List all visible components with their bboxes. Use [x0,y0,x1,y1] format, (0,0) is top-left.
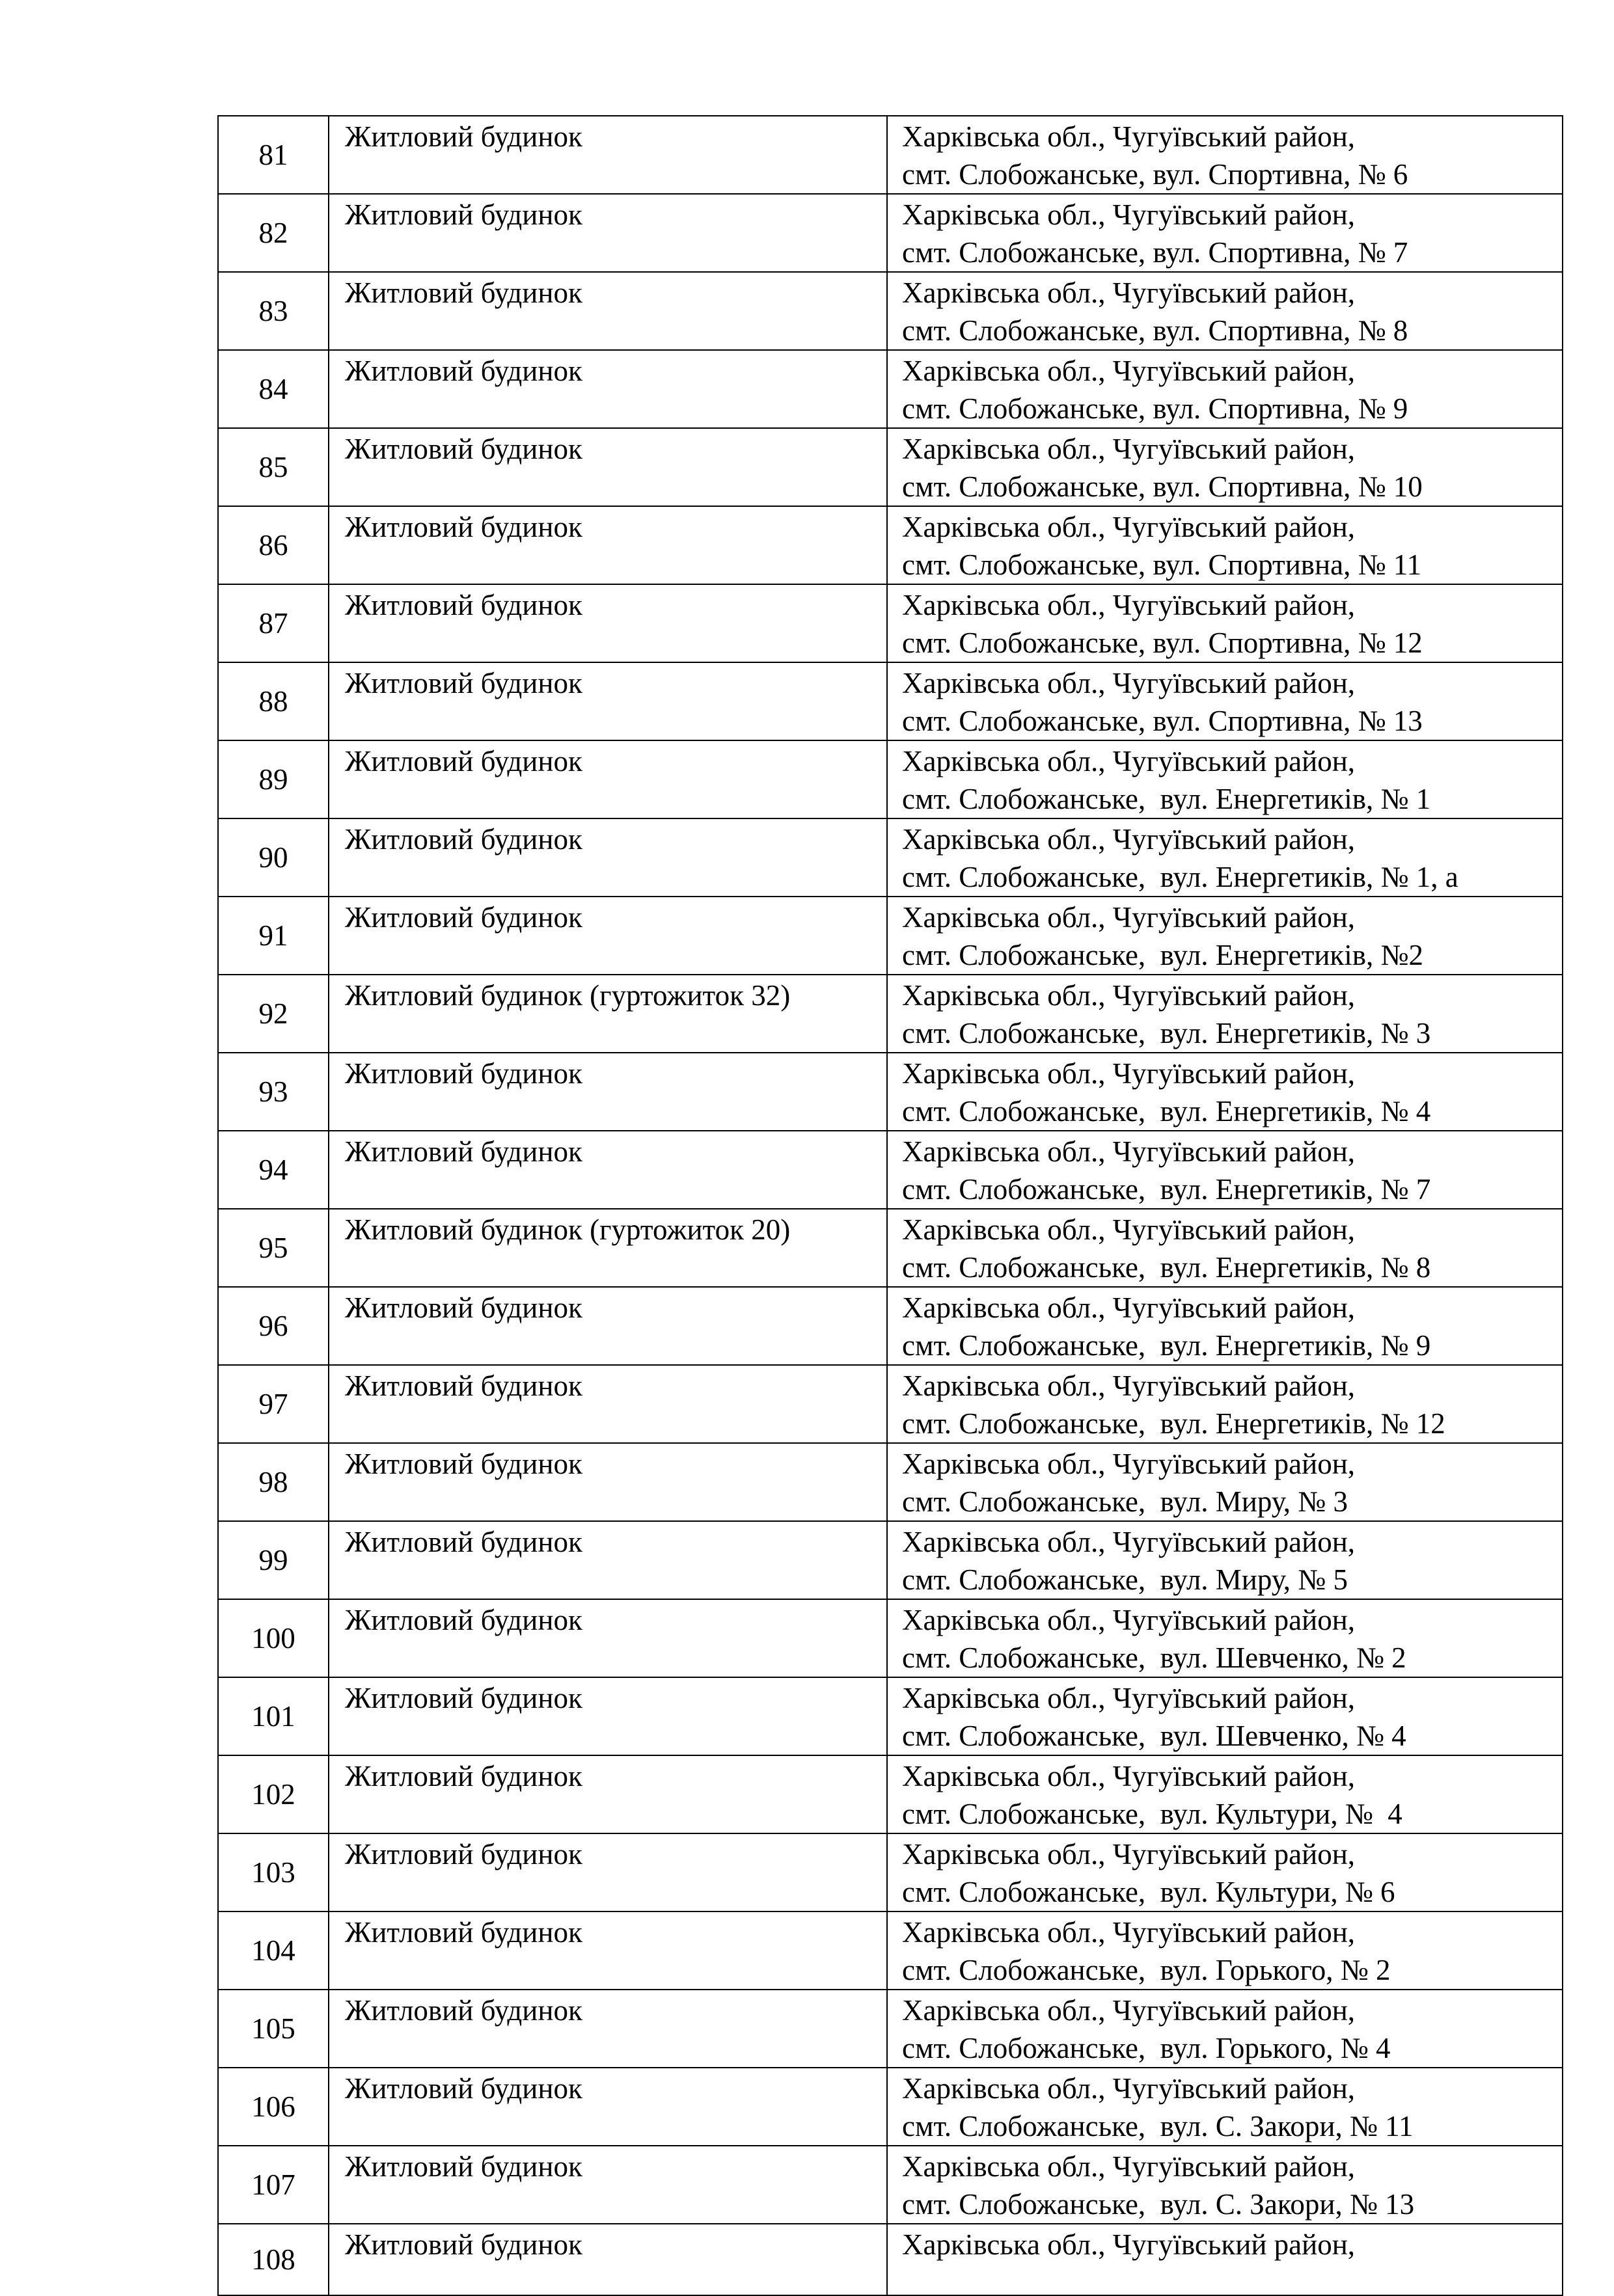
table-row [218,975,1563,1053]
address-line-region: Харківська обл., Чугуївський район, [902,1682,1356,1714]
table-row [218,1833,1563,1911]
row-number: 104 [218,1911,329,1990]
building-type: Житловий будинок (гуртожиток 20) [329,1209,887,1287]
address-line-street: смт. Слобожанське, вул. Спортивна, № 6 [902,158,1408,191]
building-address [887,1443,1563,1521]
address-line-street: смт. Слобожанське, вул. Енергетиків, № 1 [902,783,1431,815]
row-number: 95 [218,1209,329,1287]
building-address [887,1677,1563,1755]
building-type: Житловий будинок [329,584,887,662]
address-line-street: смт. Слобожанське, вул. Горького, № 4 [902,2032,1391,2064]
building-type: Житловий будинок [329,740,887,818]
address-line-region: Харківська обл., Чугуївський район, [902,1916,1356,1949]
address-line-street: смт. Слобожанське, вул. С. Закори, № 13 [902,2188,1415,2221]
table-row [218,116,1563,194]
building-type: Житловий будинок [329,116,887,194]
building-type: Житловий будинок [329,1677,887,1755]
address-line-region: Харківська обл., Чугуївський район, [902,277,1356,309]
address-line-region: Харківська обл., Чугуївський район, [902,1994,1356,2027]
building-address [887,272,1563,350]
address-line-street: смт. Слобожанське, вул. Миру, № 5 [902,1563,1348,1596]
building-address [887,584,1563,662]
building-type: Житловий будинок [329,1443,887,1521]
address-line-street: смт. Слобожанське, вул. Енергетиків, № 7 [902,1173,1431,1206]
building-type: Житловий будинок [329,2224,887,2295]
address-line-street: смт. Слобожанське, вул. Спортивна, № 7 [902,236,1408,269]
building-address [887,2146,1563,2224]
row-number: 103 [218,1833,329,1911]
address-line-region: Харківська обл., Чугуївський район, [902,745,1356,777]
table-row [218,1521,1563,1599]
building-address [887,2224,1563,2295]
table-row [218,1209,1563,1287]
building-address [887,1521,1563,1599]
address-line-street: смт. Слобожанське, вул. Енергетиків, №2 [902,939,1423,971]
building-address [887,1833,1563,1911]
row-number: 101 [218,1677,329,1755]
address-line-street: смт. Слобожанське, вул. Горького, № 2 [902,1954,1391,1986]
building-address [887,1131,1563,1209]
building-type: Житловий будинок [329,2146,887,2224]
table-row [218,818,1563,897]
building-type: Житловий будинок [329,1755,887,1833]
building-address [887,975,1563,1053]
building-type: Житловий будинок [329,662,887,740]
housing-registry-table [217,115,1563,2296]
address-line-street: смт. Слобожанське, вул. Енергетиків, № 12 [902,1407,1445,1440]
address-line-street: смт. Слобожанське, вул. Спортивна, № 10 [902,470,1423,503]
row-number: 94 [218,1131,329,1209]
row-number: 88 [218,662,329,740]
address-line-street: смт. Слобожанське, вул. Спортивна, № 9 [902,392,1408,425]
table-row [218,1365,1563,1443]
building-address [887,350,1563,428]
table-row [218,740,1563,818]
address-line-street: смт. Слобожанське, вул. Енергетиків, № 3 [902,1017,1431,1049]
row-number: 85 [218,428,329,506]
address-line-street: смт. Слобожанське, вул. Енергетиків, № 1, а [902,861,1458,893]
row-number: 83 [218,272,329,350]
table-row [218,1990,1563,2068]
building-type: Житловий будинок [329,1833,887,1911]
address-line-region: Харківська обл., Чугуївський район, [902,1838,1356,1871]
address-line-street: смт. Слобожанське, вул. Енергетиків, № 4 [902,1095,1431,1128]
row-number: 105 [218,1990,329,2068]
row-number: 106 [218,2068,329,2146]
address-line-region: Харківська обл., Чугуївський район, [902,1135,1356,1168]
building-address [887,2068,1563,2146]
building-address [887,116,1563,194]
building-type: Житловий будинок [329,818,887,897]
building-type: Житловий будинок [329,1599,887,1677]
address-line-street: смт. Слобожанське, вул. Миру, № 3 [902,1485,1348,1518]
table-row [218,662,1563,740]
address-line-region: Харківська обл., Чугуївський район, [902,1370,1356,1402]
address-line-street: смт. Слобожанське, вул. Спортивна, № 8 [902,314,1408,347]
address-line-street: смт. Слобожанське, вул. Енергетиків, № 8 [902,1251,1431,1284]
address-line-region: Харківська обл., Чугуївський район, [902,667,1356,699]
building-address [887,818,1563,897]
building-address [887,1990,1563,2068]
building-type: Житловий будинок [329,506,887,584]
building-type: Житловий будинок [329,272,887,350]
building-address [887,1053,1563,1131]
building-address [887,1365,1563,1443]
address-line-street: смт. Слобожанське, вул. Спортивна, № 12 [902,627,1423,659]
building-address [887,1755,1563,1833]
address-line-region: Харківська обл., Чугуївський район, [902,2072,1356,2105]
row-number: 96 [218,1287,329,1365]
registry-table-body [218,116,1563,2295]
row-number: 99 [218,1521,329,1599]
address-line-region: Харківська обл., Чугуївський район, [902,1057,1356,1090]
address-line-region: Харківська обл., Чугуївський район, [902,1604,1356,1636]
address-line-region: Харківська обл., Чугуївський район, [902,1291,1356,1324]
building-type: Житловий будинок [329,194,887,272]
address-line-street: смт. Слобожанське, вул. Культури, № 6 [902,1876,1395,1908]
building-address [887,506,1563,584]
building-type: Житловий будинок [329,1990,887,2068]
address-line-region: Харківська обл., Чугуївський район, [902,198,1356,231]
address-line-street: смт. Слобожанське, вул. Спортивна, № 11 [902,548,1422,581]
row-number: 97 [218,1365,329,1443]
row-number: 86 [218,506,329,584]
row-number: 91 [218,897,329,975]
table-row [218,1053,1563,1131]
row-number: 102 [218,1755,329,1833]
row-number: 93 [218,1053,329,1131]
building-type: Житловий будинок [329,1287,887,1365]
address-line-region: Харківська обл., Чугуївський район, [902,433,1356,465]
row-number: 92 [218,975,329,1053]
address-line-region: Харківська обл., Чугуївський район, [902,901,1356,934]
table-row [218,2068,1563,2146]
address-line-region: Харківська обл., Чугуївський район, [902,2150,1356,2183]
building-type: Житловий будинок [329,897,887,975]
row-number: 98 [218,1443,329,1521]
row-number: 87 [218,584,329,662]
address-line-region: Харківська обл., Чугуївський район, [902,1526,1356,1558]
building-type: Житловий будинок [329,1365,887,1443]
address-line-street: смт. Слобожанське, вул. Шевченко, № 4 [902,1720,1406,1752]
row-number: 107 [218,2146,329,2224]
table-row [218,350,1563,428]
table-row [218,194,1563,272]
address-line-region: Харківська обл., Чугуївський район, [902,120,1356,153]
table-row [218,1287,1563,1365]
building-type: Житловий будинок [329,1131,887,1209]
building-address [887,428,1563,506]
table-row [218,1131,1563,1209]
table-row [218,584,1563,662]
address-line-street: смт. Слобожанське, вул. Спортивна, № 13 [902,705,1423,737]
building-address [887,1209,1563,1287]
building-address [887,1911,1563,1990]
table-row [218,506,1563,584]
row-number: 90 [218,818,329,897]
address-line-region: Харківська обл., Чугуївський район, [902,2228,1356,2261]
address-line-street: смт. Слобожанське, вул. С. Закори, № 11 [902,2110,1414,2142]
row-number: 82 [218,194,329,272]
table-row [218,1599,1563,1677]
row-number: 84 [218,350,329,428]
table-row [218,1443,1563,1521]
address-line-street: смт. Слобожанське, вул. Енергетиків, № 9 [902,1329,1431,1362]
building-type: Житловий будинок (гуртожиток 32) [329,975,887,1053]
address-line-region: Харківська обл., Чугуївський район, [902,355,1356,387]
table-row [218,1911,1563,1990]
table-row [218,1677,1563,1755]
building-address [887,1599,1563,1677]
address-line-street: смт. Слобожанське, вул. Культури, № 4 [902,1798,1402,1830]
row-number: 81 [218,116,329,194]
address-line-region: Харківська обл., Чугуївський район, [902,1760,1356,1792]
address-line-street: смт. Слобожанське, вул. Шевченко, № 2 [902,1641,1406,1674]
address-line-region: Харківська обл., Чугуївський район, [902,1448,1356,1480]
building-address [887,194,1563,272]
building-type: Житловий будинок [329,2068,887,2146]
address-line-region: Харківська обл., Чугуївський район, [902,589,1356,621]
table-row [218,2146,1563,2224]
table-row [218,2224,1563,2295]
building-address [887,662,1563,740]
building-address [887,1287,1563,1365]
row-number: 100 [218,1599,329,1677]
building-type: Житловий будинок [329,1911,887,1990]
table-row [218,1755,1563,1833]
row-number: 108 [218,2224,329,2295]
table-row [218,272,1563,350]
address-line-region: Харківська обл., Чугуївський район, [902,979,1356,1012]
row-number: 89 [218,740,329,818]
building-type: Житловий будинок [329,1053,887,1131]
building-type: Житловий будинок [329,428,887,506]
building-address [887,740,1563,818]
table-row [218,428,1563,506]
address-line-region: Харківська обл., Чугуївський район, [902,1213,1356,1246]
table-row [218,897,1563,975]
building-address [887,897,1563,975]
building-type: Житловий будинок [329,350,887,428]
address-line-region: Харківська обл., Чугуївський район, [902,511,1356,543]
address-line-region: Харківська обл., Чугуївський район, [902,823,1356,856]
building-type: Житловий будинок [329,1521,887,1599]
